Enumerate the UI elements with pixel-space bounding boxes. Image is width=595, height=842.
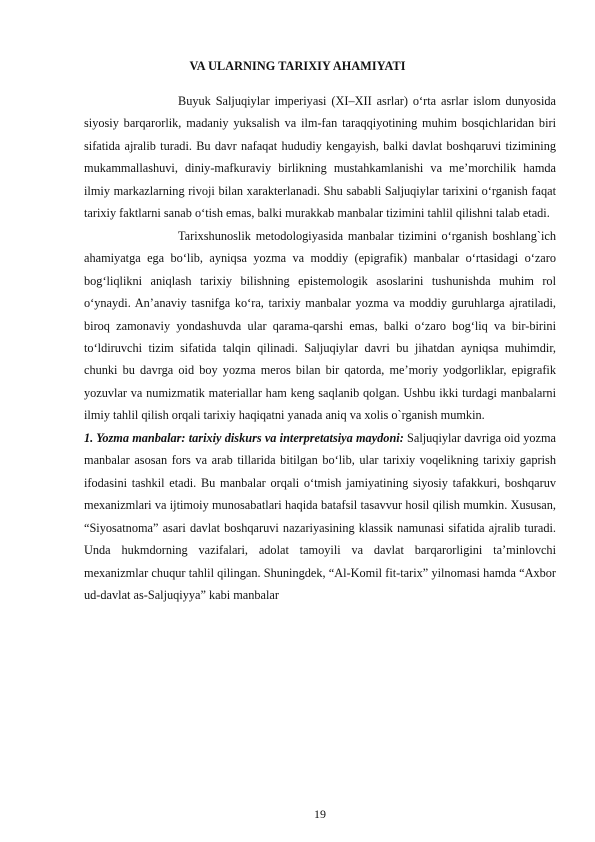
page-number: 19	[314, 807, 326, 821]
paragraph-1: Buyuk Saljuqiylar imperiyasi (XI–XII asrlar) o‘rta asrlar islom dunyosida siyosiy barqarorlik, madaniy yuksalish va ilm-fan taraqqiyotining muhim bosqichlaridan biri sifatida ajralib turadi. Bu davr nafaqat hududiy kengayish, balki davlat boshqaruvi tizimining mukammallashuvi, diniy-mafkuraviy birlikning mustahkamlanishi va me’morchilik hamda ilmiy markazlarning rivoji bilan xarakterlanadi. Shu sababli Saljuqiylar tarixini o‘rganish faqat tarixiy faktlarni sanab o‘tish emas, balki murakkab manbalar tizimini tahlil qilishni talab etadi.	[84, 94, 556, 221]
section-title: VA ULARNING TARIXIY AHAMIYATI	[189, 59, 406, 73]
subsection-text: Saljuqiylar davriga oid yozma manbalar asosan fors va arab tillarida bitilgan bo‘lib, ular tarixiy voqelikning tarixiy gaprish ifodasini tashkil etadi. Bu manbalar orqali o‘tmish jamiyatining siyosiy tafakkuri, boshqaruv mexanizmlari va ijtimoiy munosabatlari haqida batafsil tasavvur hosil qilish mumkin. Xususan, “Siyosatnoma” asari davlat boshqaruvi nazariyasining klassik namunasi sifatida ajralib turadi. Unda hukmdorning vazifalari, adolat tamoyili va davlat barqarorligini ta’minlovchi mexanizmlar chuqur tahlil qilingan. Shuningdek, “Al-Komil fit-tarix” yilnomasi hamda “Axbor ud-davlat as-Saljuqiyya” kabi manbalar	[84, 430, 556, 602]
subsection-heading: 1. Yozma manbalar: tarixiy diskurs va interpretatsiya maydoni:	[84, 430, 404, 445]
body-text	[84, 90, 556, 606]
paragraph-3	[84, 427, 556, 607]
paragraph-2: Tarixshunoslik metodologiyasida manbalar tizimini o‘rganish boshlang`ich ahamiyatga ega bo‘lib, ayniqsa yozma va moddiy (epigrafik) manbalar o‘rtasidagi o‘zaro bog‘liqlikni aniqlash tarixiy bilishning epistemologik asoslarini tushunishda muhim rol o‘ynaydi. An’anaviy tasnifga ko‘ra, tarixiy manbalar yozma va moddiy guruhlarga ajratiladi, biroq zamonaviy yondashuvda ular qarama-qarshi emas, balki o‘zaro bog‘liq va bir-birini to‘ldiruvchi tizim sifatida talqin qilinadi. Saljuqiylar davri bu jihatdan ayniqsa muhimdir, chunki bu davrga oid boy yozma meros bilan bir qatorda, me’moriy yodgorliklar, epigrafik yozuvlar va numizmatik materiallar ham keng saqlanib qolgan. Ushbu ikki turdagi manbalarni ilmiy tahlil qilish orqali tarixiy haqiqatni yanada aniq va xolis o`rganish mumkin.	[84, 228, 556, 423]
